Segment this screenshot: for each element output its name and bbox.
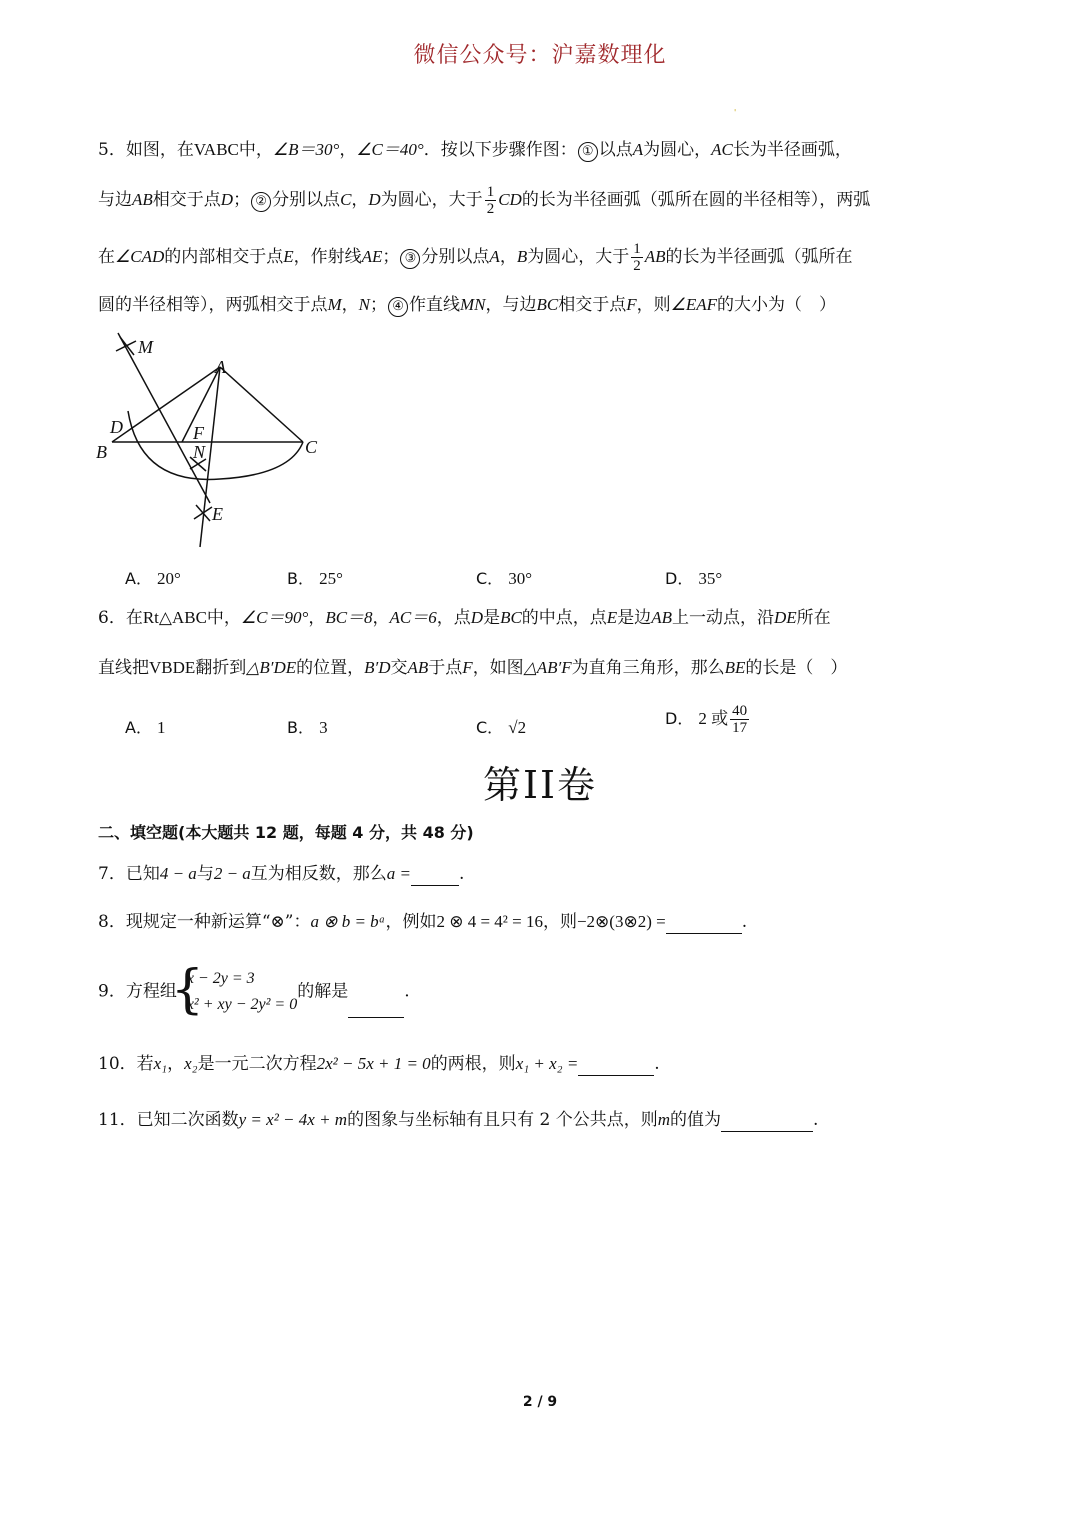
- length-bc: BC＝8: [325, 608, 373, 627]
- text: 分别以点: [272, 190, 341, 210]
- angle-b: ∠B＝30°: [272, 140, 340, 159]
- text: 中，: [238, 140, 273, 160]
- fraction-denominator: 2: [486, 201, 495, 217]
- text: 的长为半径画弧（弧所在圆的半径相等），两弧: [521, 190, 871, 210]
- segment-ab: AB: [132, 190, 153, 209]
- q10: [98, 1052, 660, 1076]
- text: 作直线: [409, 295, 461, 315]
- function-expression: y = x² − 4x + m: [238, 1110, 348, 1129]
- point-a: A: [632, 140, 644, 159]
- text: 6．在: [98, 608, 143, 628]
- label-b: B: [96, 442, 107, 462]
- fraction-numerator: 40: [732, 703, 748, 719]
- text: 长为半径画弧，: [732, 140, 852, 160]
- text: 的两根，则: [430, 1054, 516, 1074]
- q6-option-c[interactable]: [476, 715, 526, 738]
- q5-geometry-figure: [90, 325, 340, 555]
- text: 上一动点，沿: [671, 608, 774, 628]
- equation-1: { x − 2y = 3: [186, 970, 255, 987]
- triangle-a-bprime-f: △AB′F: [523, 658, 572, 677]
- text: ，: [339, 140, 357, 160]
- answer-blank[interactable]: [666, 915, 742, 934]
- fraction-one-half: [485, 184, 497, 217]
- q8: [98, 910, 747, 934]
- text: ，: [341, 295, 359, 315]
- text: .: [741, 912, 748, 932]
- point-d: D: [368, 190, 381, 209]
- point-d: D: [220, 190, 234, 209]
- text: 为直角三角形，那么: [571, 658, 725, 678]
- option-value: 25°: [319, 569, 343, 588]
- step-1-marker: ①: [578, 142, 598, 162]
- point-e: E: [606, 608, 618, 627]
- text: ，: [308, 608, 326, 628]
- q6-option-b[interactable]: [287, 715, 328, 738]
- text: 的内部相交于点: [164, 247, 284, 267]
- equation: 2x² − 5x + 1 = 0: [316, 1054, 431, 1073]
- label-a: A: [215, 357, 226, 377]
- segment-ac-line: [220, 367, 303, 442]
- q5-line-3: [98, 241, 852, 274]
- q11: [98, 1108, 818, 1132]
- option-value: √2: [508, 718, 527, 737]
- text: 为圆心，大于: [380, 190, 483, 210]
- segment-be: BE: [724, 658, 746, 677]
- q5-option-c[interactable]: [476, 566, 532, 589]
- text: 的长是（ ）: [745, 658, 848, 678]
- length-ac: AC＝6: [389, 608, 437, 627]
- text: 是边: [617, 608, 652, 628]
- text: ，点: [436, 608, 471, 628]
- expression: −2⊗(3⊗2) =: [576, 912, 666, 931]
- step-3-marker: ③: [400, 249, 420, 269]
- q5-option-a[interactable]: [125, 566, 181, 589]
- answer-blank[interactable]: [721, 1113, 813, 1132]
- text: 为圆心，大于: [527, 247, 630, 267]
- q6-option-d[interactable]: [665, 703, 751, 736]
- text: .: [404, 981, 410, 1002]
- text: 的图象与坐标轴有且只有 2 个公共点，则: [347, 1110, 658, 1130]
- segment-cd: CD: [498, 190, 522, 209]
- option-value: 2 或: [698, 709, 729, 728]
- text: 的中点，点: [521, 608, 607, 628]
- option-letter: D．: [665, 709, 694, 728]
- text: 的大小为（ ）: [717, 295, 837, 315]
- text: 的值为: [669, 1110, 721, 1130]
- option-value: 1: [157, 718, 166, 737]
- q7: [98, 862, 464, 886]
- option-letter: D．: [665, 569, 694, 588]
- variable-x1: x₁: [153, 1054, 168, 1073]
- line-mn: MN: [460, 295, 486, 314]
- section-title: 第II卷: [482, 763, 598, 807]
- text: 9．方程组: [98, 981, 177, 1002]
- point-e: E: [283, 247, 294, 266]
- text: .: [812, 1110, 819, 1130]
- text: 7．已知: [98, 864, 160, 884]
- point-n: N: [358, 295, 371, 314]
- text: 相交于点: [152, 190, 221, 210]
- option-value: 35°: [698, 569, 723, 588]
- text: 为圆心，: [643, 140, 712, 160]
- text: ，: [351, 190, 369, 210]
- q6-option-a[interactable]: [125, 715, 166, 738]
- fraction-numerator: 1: [633, 241, 641, 257]
- answer-blank[interactable]: [578, 1057, 654, 1076]
- text: ；: [382, 247, 400, 267]
- variable-x2: x₂: [184, 1054, 198, 1073]
- q5-line-2: [98, 184, 870, 217]
- equation-2: x² + xy − 2y² = 0: [186, 996, 298, 1013]
- answer-blank[interactable]: [348, 999, 404, 1018]
- angle-eaf: ∠EAF: [670, 295, 718, 314]
- decorative-dot: ': [734, 108, 737, 117]
- text: 相交于点: [558, 295, 627, 315]
- angle-c: ∠C＝90°: [240, 608, 309, 627]
- segment-bc: BC: [500, 608, 522, 627]
- triangle-bprime-de: △B′DE: [246, 658, 297, 677]
- q5-line-4: [98, 293, 836, 317]
- answer-blank[interactable]: [411, 867, 459, 886]
- text: 是一元二次方程: [197, 1054, 317, 1074]
- expression: a ⊗ b = bᵃ: [310, 912, 386, 931]
- text: .: [459, 864, 465, 884]
- option-value: 20°: [157, 569, 181, 588]
- text: 分别以点: [421, 247, 490, 267]
- text: 5．如图，在: [98, 140, 194, 160]
- text: 互为相反数，那么: [250, 864, 387, 884]
- variable-m: m: [657, 1110, 670, 1129]
- label-c: C: [305, 437, 318, 457]
- expression: a =: [386, 864, 412, 883]
- text: ，则: [542, 912, 577, 932]
- text: 的位置，: [296, 658, 365, 678]
- text: 11．已知二次函数: [98, 1110, 239, 1130]
- angle-cad: ∠CAD: [115, 247, 165, 266]
- option-value: 3: [319, 718, 328, 737]
- text: 8．现规定一种新运算“⊗”：: [98, 912, 311, 932]
- point-c: C: [340, 190, 352, 209]
- point-m: M: [327, 295, 342, 314]
- text: 中，: [206, 608, 241, 628]
- triangle-abc: VABC: [193, 140, 239, 159]
- expression: 2 ⊗ 4 = 4² = 16: [436, 912, 543, 931]
- text: 与边: [98, 190, 132, 210]
- text: ，: [499, 247, 517, 267]
- expression: 4 − a: [159, 864, 197, 883]
- segment-bc: BC: [536, 295, 559, 314]
- label-e: E: [212, 504, 223, 524]
- segment-ab: AB: [651, 608, 672, 627]
- text: 在: [98, 247, 115, 267]
- text: 的长为半径画弧（弧所在: [665, 247, 853, 267]
- option-letter: A．: [125, 569, 152, 588]
- text: ，则: [636, 295, 671, 315]
- text: 10．若: [98, 1054, 154, 1074]
- q9: [98, 966, 410, 1018]
- option-letter: B．: [287, 569, 314, 588]
- option-letter: C．: [476, 569, 504, 588]
- label-d: D: [110, 417, 123, 437]
- option-value: 30°: [508, 569, 533, 588]
- fraction-numerator: 1: [486, 184, 495, 200]
- fraction-denominator: 17: [732, 720, 748, 736]
- point-f: F: [626, 295, 637, 314]
- option-letter: B．: [287, 718, 314, 737]
- segment-de: DE: [773, 608, 797, 627]
- text: ；: [233, 190, 251, 210]
- text: 的解是: [297, 981, 349, 1002]
- arc-from-a: [128, 411, 303, 479]
- q6-line-1: [98, 606, 831, 630]
- step-4-marker: ④: [388, 297, 408, 317]
- q5-option-b[interactable]: [287, 566, 343, 589]
- step-2-marker: ②: [251, 192, 271, 212]
- segment-bprime-d: B′D: [364, 658, 391, 677]
- angle-c: ∠C＝40°: [356, 140, 424, 159]
- expression: 2 − a: [213, 864, 251, 883]
- text: ，与边: [485, 295, 537, 315]
- text: 是: [483, 608, 501, 628]
- text: ，作射线: [293, 247, 362, 267]
- q6-line-2: [98, 656, 847, 680]
- text: 与: [196, 864, 214, 884]
- text: 圆的半径相等），两弧相交于点: [98, 295, 328, 315]
- text: 所在: [796, 608, 831, 628]
- equation-system: [177, 966, 297, 1018]
- expression: x₁ + x₂ =: [515, 1054, 579, 1073]
- label-n: N: [193, 442, 206, 462]
- option-letter: A．: [125, 718, 152, 737]
- point-b: B: [516, 247, 528, 266]
- text: ，: [372, 608, 390, 628]
- q5-line-1: [98, 138, 852, 162]
- text: 交: [390, 658, 408, 678]
- text: ；: [370, 295, 388, 315]
- line-mn: [118, 333, 210, 503]
- segment-ab: AB: [407, 658, 429, 677]
- point-f: F: [462, 658, 473, 677]
- text: 于点: [428, 658, 463, 678]
- fraction-denominator: 2: [633, 258, 641, 274]
- text: ，例如: [385, 912, 437, 932]
- text: 翻折到: [195, 658, 247, 678]
- fraction-40-17: [730, 703, 749, 736]
- text: .: [654, 1054, 660, 1074]
- text: ，如图: [472, 658, 524, 678]
- right-triangle-abc: Rt△ABC: [142, 608, 207, 627]
- point-d: D: [470, 608, 484, 627]
- point-a: A: [489, 247, 500, 266]
- segment-ab: AB: [644, 247, 666, 266]
- triangle-bde: VBDE: [149, 658, 196, 677]
- page-number: 2 / 9: [522, 1394, 558, 1410]
- label-m: M: [138, 337, 153, 357]
- part2-heading: 二、填空题(本大题共 12 题，每题 4 分，共 48 分): [98, 823, 474, 842]
- text: 以点: [598, 140, 633, 160]
- text: ．按以下步骤作图：: [423, 140, 577, 160]
- option-letter: C．: [476, 718, 504, 737]
- page-header-title: 微信公众号：沪嘉数理化: [413, 43, 667, 68]
- text: 直线把: [98, 658, 149, 678]
- ray-ae: AE: [361, 247, 383, 266]
- segment-ac: AC: [711, 140, 733, 159]
- label-f: F: [193, 423, 204, 443]
- text: ，: [167, 1054, 185, 1074]
- q5-option-d[interactable]: [665, 566, 722, 589]
- arc-mark-m: [116, 341, 136, 351]
- fraction-one-half: [631, 241, 643, 274]
